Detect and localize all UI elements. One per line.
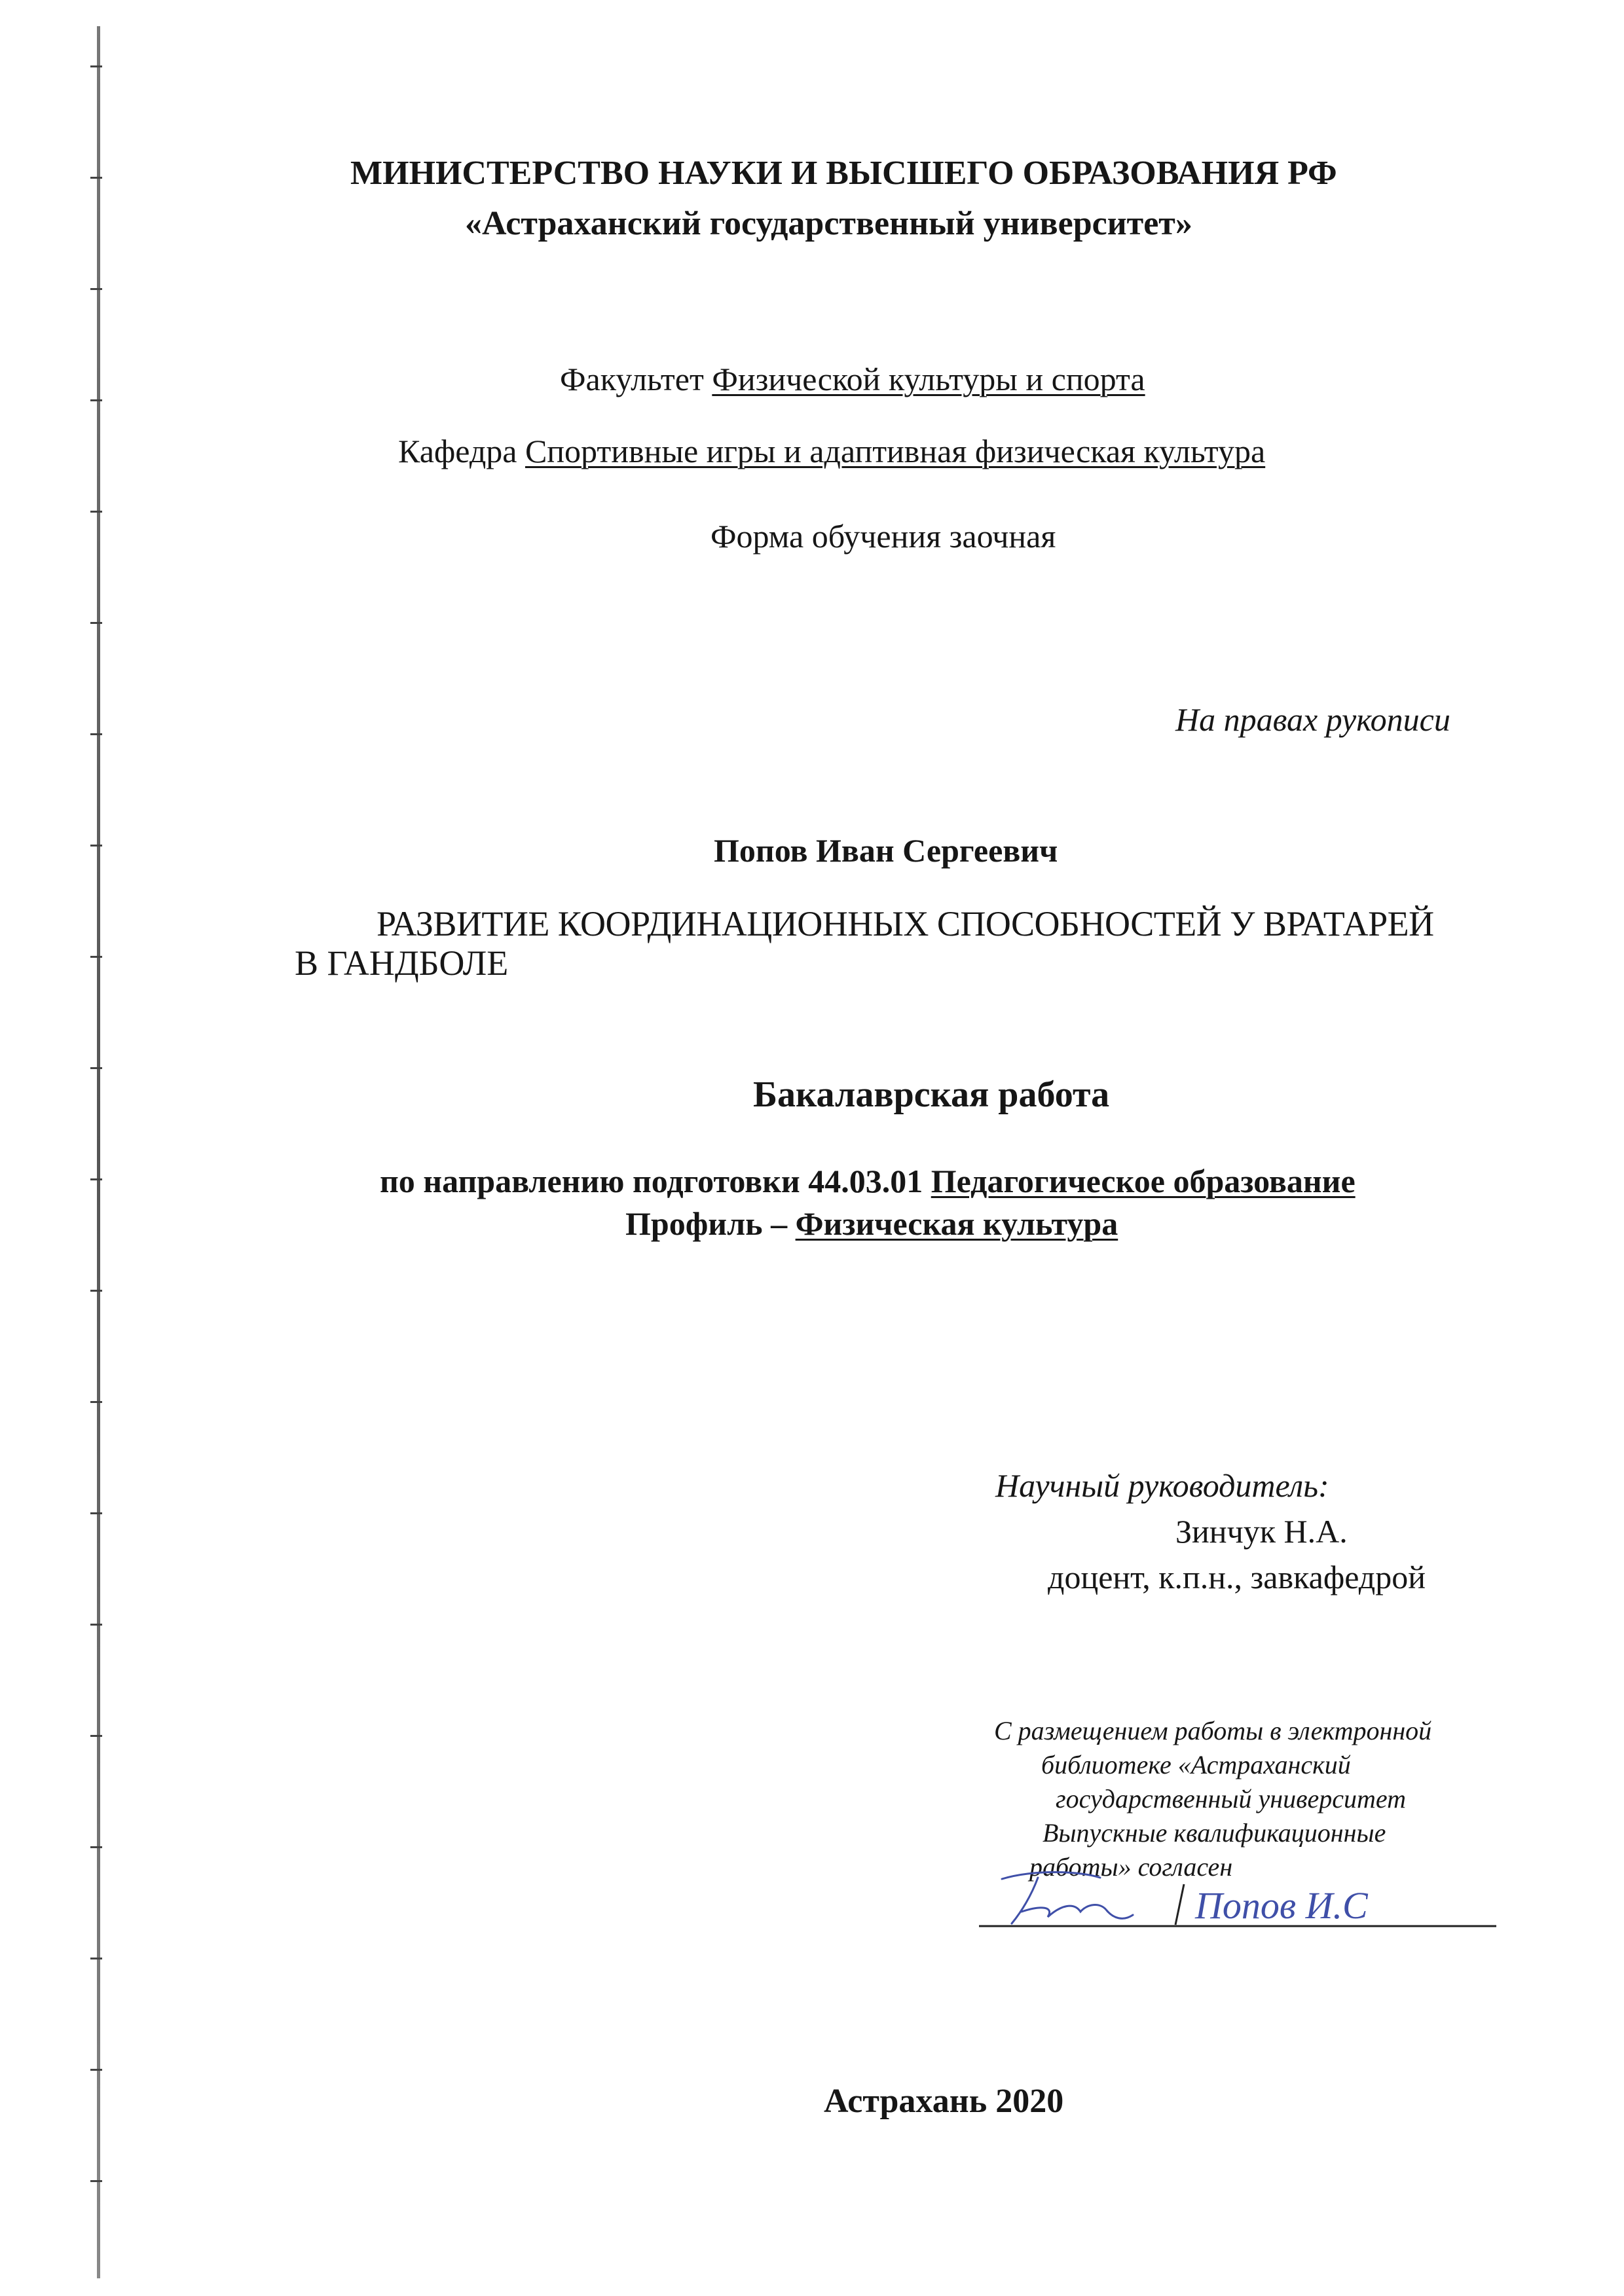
binding-tick [90, 399, 102, 401]
faculty-label: Факультет [560, 361, 712, 397]
binding-tick [90, 956, 102, 958]
binding-tick [90, 177, 102, 179]
work-type: Бакалаврская работа [753, 1074, 1110, 1115]
binding-tick [90, 1178, 102, 1180]
binding-tick [90, 733, 102, 735]
chair-value: Спортивные игры и адаптивная физическая культура [525, 433, 1266, 469]
signature-area [976, 1866, 1500, 1938]
binding-tick [90, 2069, 102, 2071]
signature-name: Попов И.С [1195, 1884, 1368, 1927]
supervisor-name: Зинчук Н.А. [1175, 1513, 1348, 1550]
binding-tick [90, 1624, 102, 1626]
profile-value: Физическая культура [795, 1205, 1118, 1242]
binding-tick [90, 845, 102, 847]
rights-note: На правах рукописи [1175, 701, 1450, 738]
city-year: Астрахань 2020 [824, 2083, 1064, 2120]
consent-line-5: работы» согласен [1029, 1852, 1233, 1882]
binding-tick [90, 1846, 102, 1848]
study-form: Форма обучения заочная [710, 518, 1056, 555]
profile-label: Профиль – [625, 1205, 796, 1242]
binding-strip [85, 26, 111, 2278]
binding-tick [90, 622, 102, 624]
ministry-title: МИНИСТЕРСТВО НАУКИ И ВЫСШЕГО ОБРАЗОВАНИЯ РФ [350, 155, 1337, 192]
consent-line-4: Выпускные квалификационные [1043, 1818, 1386, 1848]
faculty-line [560, 360, 1145, 398]
topic-line-2: В ГАНДБОЛЕ [295, 943, 509, 983]
binding-tick [90, 2180, 102, 2182]
binding-tick [90, 1958, 102, 1959]
chair-label: Кафедра [398, 433, 525, 469]
binding-tick [90, 1290, 102, 1292]
handwritten-signature [1002, 1872, 1133, 1923]
author-name: Попов Иван Сергеевич [714, 832, 1058, 869]
supervisor-label: Научный руководитель: [995, 1467, 1329, 1504]
binding-tick [90, 1067, 102, 1069]
binding-tick [90, 1735, 102, 1737]
direction-label: по направлению подготовки 44.03.01 [380, 1163, 931, 1199]
supervisor-position: доцент, к.п.н., завкафедрой [1048, 1559, 1426, 1595]
binding-line [97, 26, 100, 2278]
binding-tick [90, 1401, 102, 1403]
consent-line-1: С размещением работы в электронной [994, 1716, 1432, 1745]
direction-value: Педагогическое образование [931, 1163, 1356, 1199]
binding-tick [90, 65, 102, 67]
consent-line-3: государственный университет [1056, 1784, 1406, 1813]
profile-line [625, 1205, 1118, 1243]
binding-tick [90, 288, 102, 290]
binding-tick [90, 511, 102, 513]
signature-slash [1175, 1884, 1184, 1925]
chair-line [398, 432, 1265, 470]
university-name: «Астраханский государственный университет» [465, 205, 1192, 242]
faculty-value: Физической культуры и спорта [712, 361, 1145, 397]
direction-line [380, 1162, 1356, 1200]
topic-line-1: РАЗВИТИЕ КООРДИНАЦИОННЫХ СПОСОБНОСТЕЙ У ВРАТАРЕЙ [377, 904, 1434, 943]
consent-line-2: библиотеке «Астраханский [1041, 1750, 1351, 1779]
binding-tick [90, 1512, 102, 1514]
